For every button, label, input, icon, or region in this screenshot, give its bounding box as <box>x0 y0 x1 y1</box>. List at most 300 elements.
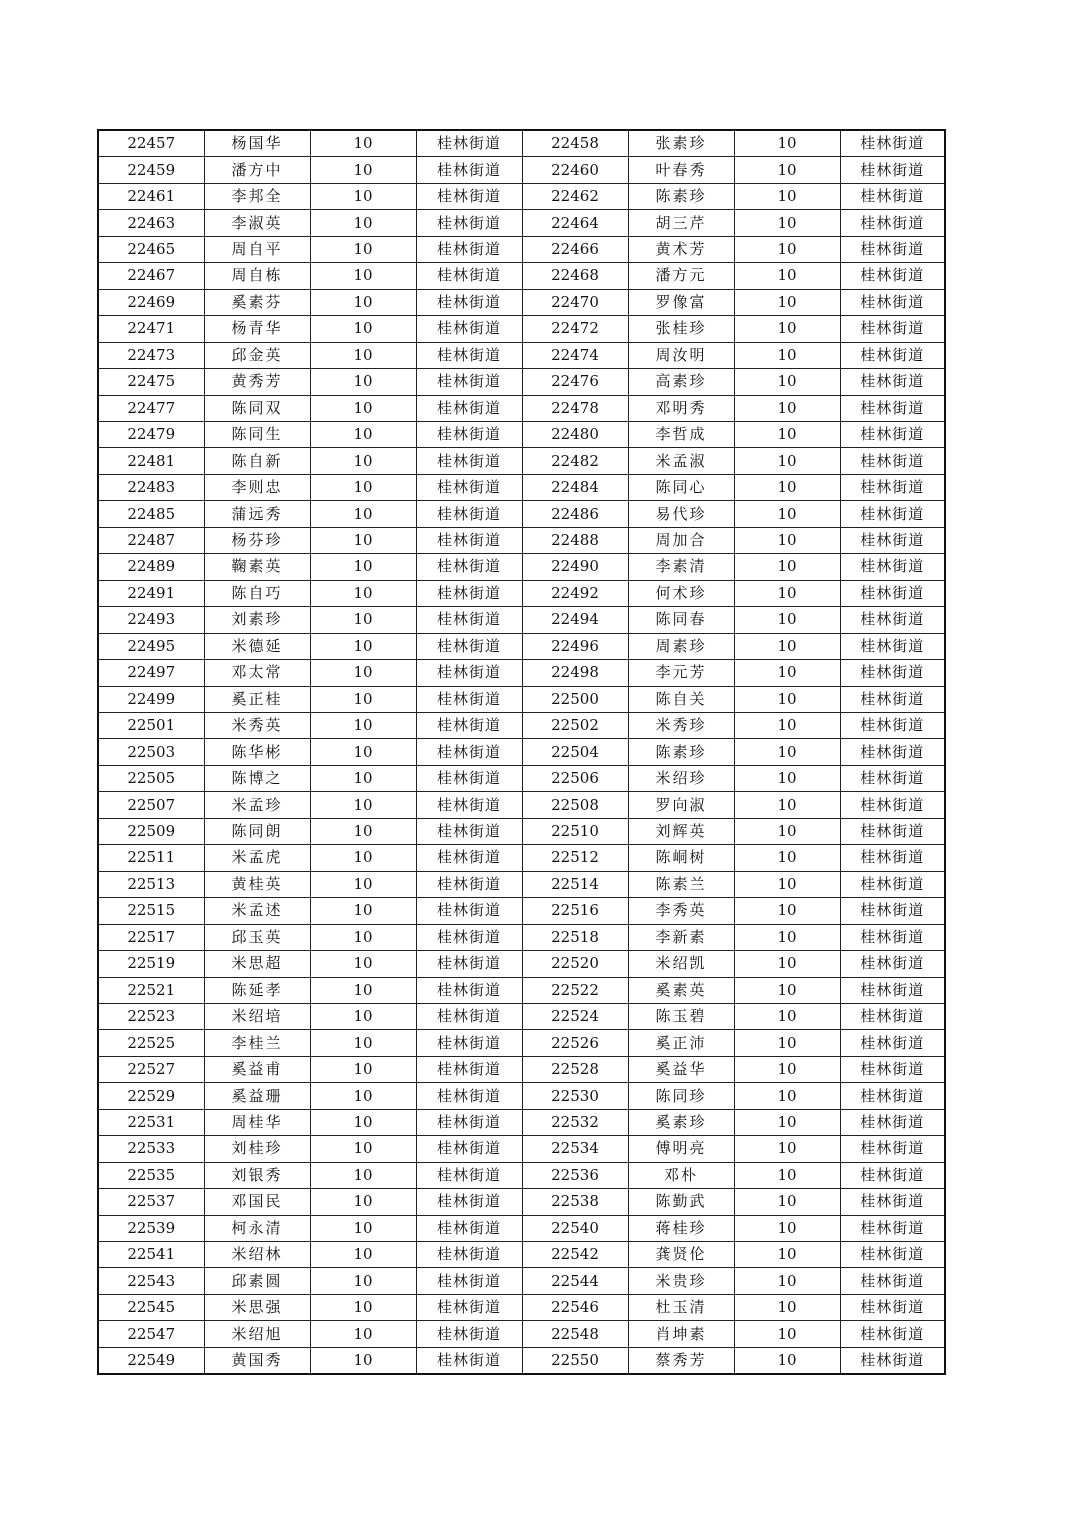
cell-left-street: 桂林街道 <box>416 580 522 606</box>
table-row <box>98 1030 945 1056</box>
cell-right-street: 桂林街道 <box>840 1215 945 1241</box>
cell-left-name: 陈自巧 <box>204 580 310 606</box>
cell-right-amount: 10 <box>734 607 840 633</box>
cell-right-id: 22478 <box>522 395 628 421</box>
cell-left-street: 桂林街道 <box>416 1136 522 1162</box>
cell-left-name: 米孟珍 <box>204 792 310 818</box>
cell-right-id: 22496 <box>522 633 628 659</box>
cell-left-street: 桂林街道 <box>416 236 522 262</box>
cell-right-name: 周素珍 <box>628 633 734 659</box>
table-row <box>98 633 945 659</box>
cell-right-name: 周加合 <box>628 527 734 553</box>
table-row <box>98 1242 945 1268</box>
cell-left-amount: 10 <box>310 527 416 553</box>
cell-right-id: 22464 <box>522 210 628 236</box>
cell-left-street: 桂林街道 <box>416 448 522 474</box>
table-row <box>98 157 945 183</box>
cell-right-id: 22458 <box>522 130 628 157</box>
table-row <box>98 924 945 950</box>
cell-left-id: 22533 <box>98 1136 204 1162</box>
cell-right-street: 桂林街道 <box>840 130 945 157</box>
cell-left-amount: 10 <box>310 1294 416 1320</box>
table-row <box>98 898 945 924</box>
cell-left-id: 22489 <box>98 554 204 580</box>
cell-right-street: 桂林街道 <box>840 1056 945 1082</box>
cell-right-street: 桂林街道 <box>840 1321 945 1347</box>
cell-left-name: 陈同生 <box>204 421 310 447</box>
cell-right-amount: 10 <box>734 1242 840 1268</box>
cell-right-id: 22466 <box>522 236 628 262</box>
cell-right-amount: 10 <box>734 580 840 606</box>
cell-left-amount: 10 <box>310 1030 416 1056</box>
cell-right-name: 蒋桂珍 <box>628 1215 734 1241</box>
cell-left-amount: 10 <box>310 157 416 183</box>
table-row <box>98 686 945 712</box>
cell-left-name: 黄国秀 <box>204 1347 310 1374</box>
cell-right-id: 22492 <box>522 580 628 606</box>
cell-right-street: 桂林街道 <box>840 871 945 897</box>
cell-right-id: 22544 <box>522 1268 628 1294</box>
cell-left-name: 奚益珊 <box>204 1083 310 1109</box>
cell-right-id: 22504 <box>522 739 628 765</box>
cell-left-amount: 10 <box>310 845 416 871</box>
cell-left-name: 邓国民 <box>204 1189 310 1215</box>
cell-left-amount: 10 <box>310 1003 416 1029</box>
cell-right-name: 奚正沛 <box>628 1030 734 1056</box>
cell-left-name: 陈华彬 <box>204 739 310 765</box>
cell-left-id: 22503 <box>98 739 204 765</box>
cell-left-id: 22521 <box>98 977 204 1003</box>
cell-left-street: 桂林街道 <box>416 157 522 183</box>
cell-right-street: 桂林街道 <box>840 527 945 553</box>
cell-right-name: 张素珍 <box>628 130 734 157</box>
cell-right-id: 22542 <box>522 1242 628 1268</box>
table-row <box>98 845 945 871</box>
cell-right-street: 桂林街道 <box>840 951 945 977</box>
table-row <box>98 342 945 368</box>
cell-left-name: 奚正桂 <box>204 686 310 712</box>
cell-right-id: 22532 <box>522 1109 628 1135</box>
cell-left-amount: 10 <box>310 501 416 527</box>
cell-right-id: 22502 <box>522 712 628 738</box>
cell-right-amount: 10 <box>734 1189 840 1215</box>
cell-right-street: 桂林街道 <box>840 712 945 738</box>
cell-left-amount: 10 <box>310 1083 416 1109</box>
cell-right-amount: 10 <box>734 1056 840 1082</box>
cell-right-id: 22520 <box>522 951 628 977</box>
cell-right-amount: 10 <box>734 130 840 157</box>
cell-left-name: 黄桂英 <box>204 871 310 897</box>
cell-left-street: 桂林街道 <box>416 1347 522 1374</box>
cell-right-id: 22482 <box>522 448 628 474</box>
cell-left-id: 22509 <box>98 818 204 844</box>
cell-right-id: 22488 <box>522 527 628 553</box>
cell-left-name: 周桂华 <box>204 1109 310 1135</box>
cell-right-street: 桂林街道 <box>840 1294 945 1320</box>
cell-right-street: 桂林街道 <box>840 1083 945 1109</box>
cell-right-id: 22484 <box>522 474 628 500</box>
table-row <box>98 580 945 606</box>
cell-right-street: 桂林街道 <box>840 554 945 580</box>
table-row <box>98 1321 945 1347</box>
cell-left-street: 桂林街道 <box>416 792 522 818</box>
cell-left-id: 22529 <box>98 1083 204 1109</box>
cell-left-amount: 10 <box>310 1268 416 1294</box>
cell-right-name: 周汝明 <box>628 342 734 368</box>
cell-left-amount: 10 <box>310 1056 416 1082</box>
cell-left-amount: 10 <box>310 712 416 738</box>
cell-left-name: 李则忠 <box>204 474 310 500</box>
cell-left-id: 22537 <box>98 1189 204 1215</box>
cell-left-amount: 10 <box>310 1347 416 1374</box>
cell-left-id: 22461 <box>98 183 204 209</box>
cell-right-name: 邓明秀 <box>628 395 734 421</box>
cell-right-amount: 10 <box>734 474 840 500</box>
cell-left-id: 22463 <box>98 210 204 236</box>
cell-right-id: 22506 <box>522 765 628 791</box>
cell-left-amount: 10 <box>310 474 416 500</box>
cell-right-id: 22486 <box>522 501 628 527</box>
cell-right-street: 桂林街道 <box>840 369 945 395</box>
cell-left-name: 李桂兰 <box>204 1030 310 1056</box>
cell-right-id: 22490 <box>522 554 628 580</box>
cell-left-name: 鞠素英 <box>204 554 310 580</box>
cell-right-amount: 10 <box>734 395 840 421</box>
table-row <box>98 501 945 527</box>
table-row <box>98 739 945 765</box>
cell-right-amount: 10 <box>734 183 840 209</box>
cell-left-name: 陈自新 <box>204 448 310 474</box>
cell-right-name: 肖坤素 <box>628 1321 734 1347</box>
cell-right-name: 米贵珍 <box>628 1268 734 1294</box>
cell-right-street: 桂林街道 <box>840 289 945 315</box>
cell-right-amount: 10 <box>734 501 840 527</box>
cell-right-id: 22460 <box>522 157 628 183</box>
cell-right-street: 桂林街道 <box>840 1003 945 1029</box>
cell-right-amount: 10 <box>734 554 840 580</box>
cell-right-amount: 10 <box>734 421 840 447</box>
cell-right-name: 陈自关 <box>628 686 734 712</box>
cell-right-name: 米孟淑 <box>628 448 734 474</box>
cell-left-name: 黄秀芳 <box>204 369 310 395</box>
cell-right-amount: 10 <box>734 1268 840 1294</box>
table-row <box>98 818 945 844</box>
cell-right-id: 22540 <box>522 1215 628 1241</box>
cell-right-id: 22494 <box>522 607 628 633</box>
cell-left-id: 22475 <box>98 369 204 395</box>
cell-left-id: 22531 <box>98 1109 204 1135</box>
table-row <box>98 871 945 897</box>
cell-right-street: 桂林街道 <box>840 395 945 421</box>
cell-right-street: 桂林街道 <box>840 448 945 474</box>
cell-left-amount: 10 <box>310 289 416 315</box>
cell-right-name: 米绍珍 <box>628 765 734 791</box>
table-row <box>98 448 945 474</box>
cell-left-id: 22513 <box>98 871 204 897</box>
cell-left-name: 刘桂珍 <box>204 1136 310 1162</box>
cell-left-name: 杨国华 <box>204 130 310 157</box>
cell-right-amount: 10 <box>734 924 840 950</box>
cell-left-street: 桂林街道 <box>416 1294 522 1320</box>
table-row <box>98 1294 945 1320</box>
cell-left-street: 桂林街道 <box>416 527 522 553</box>
cell-left-name: 米绍林 <box>204 1242 310 1268</box>
cell-right-name: 陈同心 <box>628 474 734 500</box>
cell-right-amount: 10 <box>734 977 840 1003</box>
table-row <box>98 607 945 633</box>
cell-right-amount: 10 <box>734 1003 840 1029</box>
cell-left-id: 22459 <box>98 157 204 183</box>
cell-left-name: 邱金英 <box>204 342 310 368</box>
cell-left-name: 陈同朗 <box>204 818 310 844</box>
cell-left-street: 桂林街道 <box>416 1215 522 1241</box>
cell-right-amount: 10 <box>734 1347 840 1374</box>
cell-right-name: 叶春秀 <box>628 157 734 183</box>
table-row <box>98 236 945 262</box>
cell-left-amount: 10 <box>310 977 416 1003</box>
cell-right-id: 22508 <box>522 792 628 818</box>
cell-right-amount: 10 <box>734 1030 840 1056</box>
cell-right-id: 22514 <box>522 871 628 897</box>
cell-right-amount: 10 <box>734 871 840 897</box>
cell-right-street: 桂林街道 <box>840 686 945 712</box>
cell-left-id: 22511 <box>98 845 204 871</box>
cell-left-id: 22495 <box>98 633 204 659</box>
cell-left-name: 杨芬珍 <box>204 527 310 553</box>
cell-right-amount: 10 <box>734 739 840 765</box>
cell-right-amount: 10 <box>734 342 840 368</box>
cell-left-street: 桂林街道 <box>416 1321 522 1347</box>
cell-left-street: 桂林街道 <box>416 951 522 977</box>
cell-right-name: 李元芳 <box>628 660 734 686</box>
cell-right-amount: 10 <box>734 369 840 395</box>
cell-left-street: 桂林街道 <box>416 1268 522 1294</box>
cell-right-name: 陈同春 <box>628 607 734 633</box>
cell-right-id: 22522 <box>522 977 628 1003</box>
cell-right-street: 桂林街道 <box>840 1242 945 1268</box>
cell-left-name: 蒲远秀 <box>204 501 310 527</box>
cell-right-street: 桂林街道 <box>840 1347 945 1374</box>
cell-left-id: 22515 <box>98 898 204 924</box>
cell-left-id: 22469 <box>98 289 204 315</box>
cell-right-name: 李哲成 <box>628 421 734 447</box>
cell-left-amount: 10 <box>310 236 416 262</box>
cell-right-street: 桂林街道 <box>840 474 945 500</box>
table-row <box>98 712 945 738</box>
cell-right-name: 龚贤伦 <box>628 1242 734 1268</box>
cell-left-street: 桂林街道 <box>416 1003 522 1029</box>
cell-left-amount: 10 <box>310 739 416 765</box>
cell-left-id: 22479 <box>98 421 204 447</box>
cell-right-id: 22500 <box>522 686 628 712</box>
table-row <box>98 1083 945 1109</box>
cell-left-street: 桂林街道 <box>416 289 522 315</box>
cell-right-street: 桂林街道 <box>840 1189 945 1215</box>
cell-right-amount: 10 <box>734 236 840 262</box>
cell-left-name: 陈博之 <box>204 765 310 791</box>
cell-right-name: 李素清 <box>628 554 734 580</box>
cell-left-amount: 10 <box>310 369 416 395</box>
cell-right-name: 陈素珍 <box>628 739 734 765</box>
cell-right-id: 22510 <box>522 818 628 844</box>
cell-right-street: 桂林街道 <box>840 924 945 950</box>
table-row <box>98 421 945 447</box>
cell-right-street: 桂林街道 <box>840 1136 945 1162</box>
cell-left-id: 22523 <box>98 1003 204 1029</box>
cell-left-name: 米孟虎 <box>204 845 310 871</box>
table-row <box>98 951 945 977</box>
cell-right-name: 胡三芹 <box>628 210 734 236</box>
cell-left-id: 22471 <box>98 316 204 342</box>
cell-right-street: 桂林街道 <box>840 316 945 342</box>
cell-right-amount: 10 <box>734 1321 840 1347</box>
cell-left-id: 22491 <box>98 580 204 606</box>
cell-right-street: 桂林街道 <box>840 845 945 871</box>
cell-left-street: 桂林街道 <box>416 1056 522 1082</box>
cell-right-name: 傅明亮 <box>628 1136 734 1162</box>
cell-left-amount: 10 <box>310 660 416 686</box>
cell-left-id: 22497 <box>98 660 204 686</box>
cell-left-id: 22493 <box>98 607 204 633</box>
cell-right-street: 桂林街道 <box>840 977 945 1003</box>
cell-right-amount: 10 <box>734 792 840 818</box>
table-row <box>98 660 945 686</box>
cell-right-id: 22476 <box>522 369 628 395</box>
cell-right-name: 高素珍 <box>628 369 734 395</box>
cell-left-id: 22499 <box>98 686 204 712</box>
cell-right-amount: 10 <box>734 845 840 871</box>
cell-right-street: 桂林街道 <box>840 1268 945 1294</box>
cell-right-street: 桂林街道 <box>840 1030 945 1056</box>
cell-right-name: 罗向淑 <box>628 792 734 818</box>
cell-left-id: 22517 <box>98 924 204 950</box>
cell-left-street: 桂林街道 <box>416 765 522 791</box>
cell-left-amount: 10 <box>310 951 416 977</box>
cell-right-name: 陈素兰 <box>628 871 734 897</box>
cell-right-id: 22462 <box>522 183 628 209</box>
cell-left-id: 22485 <box>98 501 204 527</box>
cell-right-name: 杜玉清 <box>628 1294 734 1320</box>
table-row <box>98 474 945 500</box>
cell-right-name: 蔡秀芳 <box>628 1347 734 1374</box>
cell-left-id: 22541 <box>98 1242 204 1268</box>
cell-left-name: 陈延孝 <box>204 977 310 1003</box>
cell-left-id: 22547 <box>98 1321 204 1347</box>
cell-left-name: 邱玉英 <box>204 924 310 950</box>
cell-left-street: 桂林街道 <box>416 342 522 368</box>
cell-left-amount: 10 <box>310 792 416 818</box>
cell-left-street: 桂林街道 <box>416 739 522 765</box>
cell-right-amount: 10 <box>734 157 840 183</box>
cell-right-name: 易代珍 <box>628 501 734 527</box>
cell-left-id: 22539 <box>98 1215 204 1241</box>
cell-left-name: 柯永清 <box>204 1215 310 1241</box>
cell-left-street: 桂林街道 <box>416 871 522 897</box>
cell-right-name: 陈素珍 <box>628 183 734 209</box>
table-row <box>98 183 945 209</box>
cell-left-name: 米秀英 <box>204 712 310 738</box>
cell-right-amount: 10 <box>734 316 840 342</box>
cell-left-amount: 10 <box>310 607 416 633</box>
roster-table-body <box>98 130 945 1374</box>
cell-right-name: 奚素英 <box>628 977 734 1003</box>
cell-left-street: 桂林街道 <box>416 898 522 924</box>
roster-table <box>97 129 946 1375</box>
cell-right-id: 22518 <box>522 924 628 950</box>
table-row <box>98 369 945 395</box>
cell-right-id: 22548 <box>522 1321 628 1347</box>
cell-right-id: 22512 <box>522 845 628 871</box>
cell-left-street: 桂林街道 <box>416 712 522 738</box>
cell-right-id: 22498 <box>522 660 628 686</box>
cell-right-name: 何术珍 <box>628 580 734 606</box>
cell-right-amount: 10 <box>734 818 840 844</box>
cell-right-name: 潘方元 <box>628 263 734 289</box>
cell-left-id: 22465 <box>98 236 204 262</box>
cell-left-id: 22545 <box>98 1294 204 1320</box>
cell-left-street: 桂林街道 <box>416 369 522 395</box>
cell-right-street: 桂林街道 <box>840 210 945 236</box>
cell-left-street: 桂林街道 <box>416 818 522 844</box>
cell-left-id: 22483 <box>98 474 204 500</box>
cell-left-name: 李邦全 <box>204 183 310 209</box>
cell-left-id: 22501 <box>98 712 204 738</box>
cell-left-name: 米绍培 <box>204 1003 310 1029</box>
cell-left-street: 桂林街道 <box>416 130 522 157</box>
cell-right-id: 22528 <box>522 1056 628 1082</box>
cell-left-street: 桂林街道 <box>416 1242 522 1268</box>
cell-left-amount: 10 <box>310 316 416 342</box>
table-row <box>98 554 945 580</box>
cell-left-street: 桂林街道 <box>416 1109 522 1135</box>
cell-right-id: 22474 <box>522 342 628 368</box>
cell-left-street: 桂林街道 <box>416 421 522 447</box>
cell-left-amount: 10 <box>310 633 416 659</box>
cell-right-street: 桂林街道 <box>840 157 945 183</box>
cell-right-street: 桂林街道 <box>840 342 945 368</box>
cell-right-name: 米绍凯 <box>628 951 734 977</box>
cell-left-amount: 10 <box>310 421 416 447</box>
cell-right-street: 桂林街道 <box>840 1162 945 1188</box>
cell-right-name: 罗像富 <box>628 289 734 315</box>
cell-right-amount: 10 <box>734 1294 840 1320</box>
cell-left-id: 22467 <box>98 263 204 289</box>
cell-left-street: 桂林街道 <box>416 1083 522 1109</box>
cell-right-amount: 10 <box>734 210 840 236</box>
cell-left-street: 桂林街道 <box>416 395 522 421</box>
cell-left-name: 米绍旭 <box>204 1321 310 1347</box>
cell-left-amount: 10 <box>310 554 416 580</box>
cell-left-amount: 10 <box>310 1215 416 1241</box>
cell-left-street: 桂林街道 <box>416 1162 522 1188</box>
cell-right-street: 桂林街道 <box>840 263 945 289</box>
cell-right-street: 桂林街道 <box>840 580 945 606</box>
table-row <box>98 1189 945 1215</box>
cell-left-name: 奚益甫 <box>204 1056 310 1082</box>
cell-right-name: 黄术芳 <box>628 236 734 262</box>
cell-left-amount: 10 <box>310 395 416 421</box>
cell-left-street: 桂林街道 <box>416 474 522 500</box>
cell-left-amount: 10 <box>310 130 416 157</box>
cell-left-id: 22527 <box>98 1056 204 1082</box>
cell-left-amount: 10 <box>310 898 416 924</box>
cell-left-id: 22525 <box>98 1030 204 1056</box>
cell-left-street: 桂林街道 <box>416 686 522 712</box>
cell-right-amount: 10 <box>734 765 840 791</box>
table-row <box>98 263 945 289</box>
table-row <box>98 210 945 236</box>
cell-right-name: 陈玉碧 <box>628 1003 734 1029</box>
